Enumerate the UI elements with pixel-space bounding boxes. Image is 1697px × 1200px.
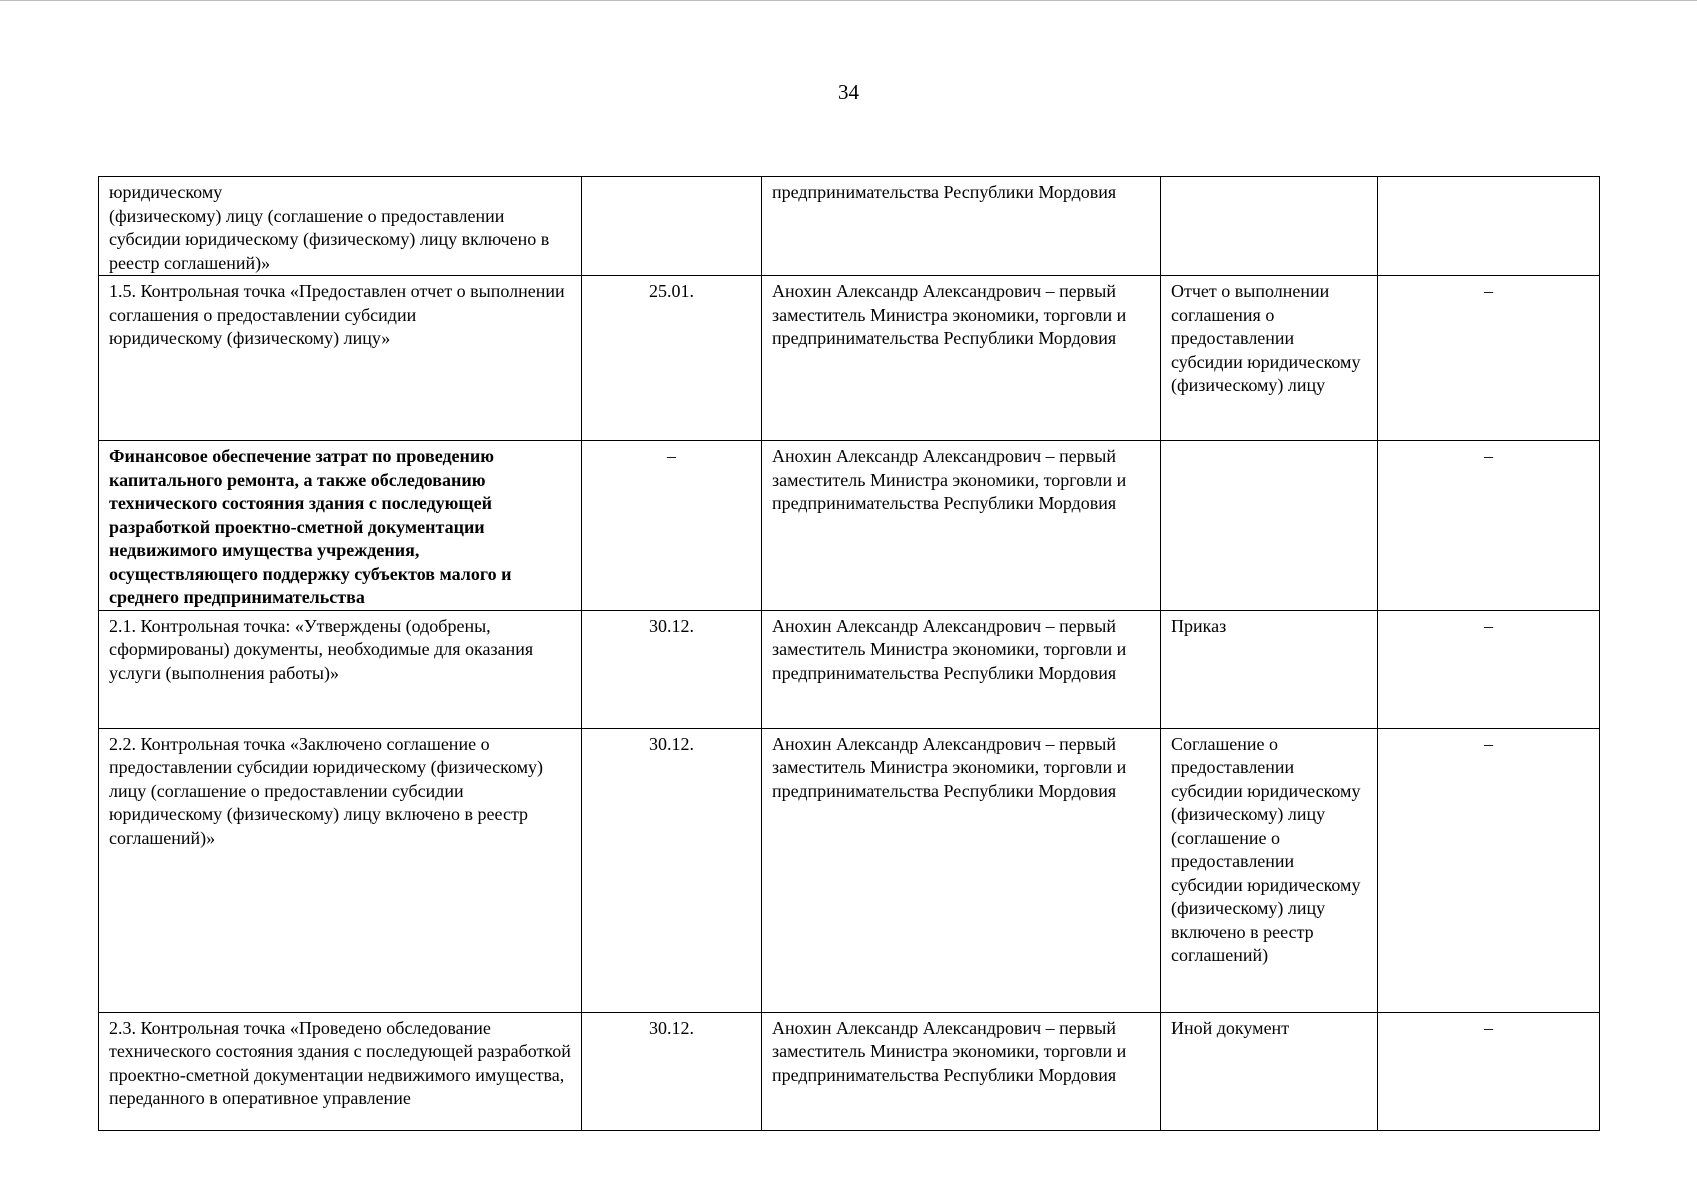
table-row <box>99 1012 1600 1130</box>
event-name-cell: юридическому (физическому) лицу (соглашение о предоставлении субсидии юридическому (физическому) лицу включено в реестр соглашений)» <box>99 177 582 276</box>
document-type-cell <box>1161 441 1378 611</box>
table-row <box>99 177 1600 276</box>
document-type-cell: Отчет о выполнении соглашения о предоставлении субсидии юридическому (физическому) лицу <box>1161 276 1378 441</box>
document-type-cell: Приказ <box>1161 610 1378 728</box>
note-cell <box>1378 177 1600 276</box>
table-row <box>99 610 1600 728</box>
event-name-cell: 1.5. Контрольная точка «Предоставлен отчет о выполнении соглашения о предоставлении субсидии юридическому (физическому) лицу» <box>99 276 582 441</box>
note-cell: – <box>1378 728 1600 1012</box>
event-name-cell: 2.3. Контрольная точка «Проведено обследование технического состояния здания с последующей разработкой проектно-сметной документации недвижимого имущества, переданного в оперативное управление <box>99 1012 582 1130</box>
deadline-cell: 30.12. <box>582 1012 762 1130</box>
note-cell: – <box>1378 610 1600 728</box>
document-type-cell <box>1161 177 1378 276</box>
event-name-cell: 2.1. Контрольная точка: «Утверждены (одобрены, сформированы) документы, необходимые для оказания услуги (выполнения работы)» <box>99 610 582 728</box>
responsible-cell: Анохин Александр Александрович – первый заместитель Министра экономики, торговли и предпринимательства Республики Мордовия <box>762 441 1161 611</box>
responsible-cell: Анохин Александр Александрович – первый заместитель Министра экономики, торговли и предпринимательства Республики Мордовия <box>762 1012 1161 1130</box>
responsible-cell: предпринимательства Республики Мордовия <box>762 177 1161 276</box>
note-cell: – <box>1378 441 1600 611</box>
note-cell: – <box>1378 1012 1600 1130</box>
deadline-cell: – <box>582 441 762 611</box>
document-type-cell: Соглашение о предоставлении субсидии юридическому (физическому) лицу (соглашение о предоставлении субсидии юридическому (физическому) лицу включено в реестр соглашений) <box>1161 728 1378 1012</box>
control-points-table <box>98 176 1600 1131</box>
note-cell: – <box>1378 276 1600 441</box>
table-row <box>99 728 1600 1012</box>
event-name-cell: Финансовое обеспечение затрат по проведению капитального ремонта, а также обследованию технического состояния здания с последующей разработкой проектно-сметной документации недвижимого имущества учреждения, осуществляющего поддержку субъектов малого и среднего предпринимательства <box>99 441 582 611</box>
table-row <box>99 276 1600 441</box>
page-top-edge <box>0 0 1697 1</box>
event-name-cell: 2.2. Контрольная точка «Заключено соглашение о предоставлении субсидии юридическому (физическому) лицу (соглашение о предоставлении субсидии юридическому (физическому) лицу включено в реестр соглашений)» <box>99 728 582 1012</box>
deadline-cell: 30.12. <box>582 728 762 1012</box>
page-number: 34 <box>838 80 859 104</box>
document-type-cell: Иной документ <box>1161 1012 1378 1130</box>
responsible-cell: Анохин Александр Александрович – первый заместитель Министра экономики, торговли и предпринимательства Республики Мордовия <box>762 276 1161 441</box>
table-row <box>99 441 1600 611</box>
responsible-cell: Анохин Александр Александрович – первый заместитель Министра экономики, торговли и предпринимательства Республики Мордовия <box>762 728 1161 1012</box>
deadline-cell: 30.12. <box>582 610 762 728</box>
deadline-cell <box>582 177 762 276</box>
responsible-cell: Анохин Александр Александрович – первый заместитель Министра экономики, торговли и предпринимательства Республики Мордовия <box>762 610 1161 728</box>
deadline-cell: 25.01. <box>582 276 762 441</box>
